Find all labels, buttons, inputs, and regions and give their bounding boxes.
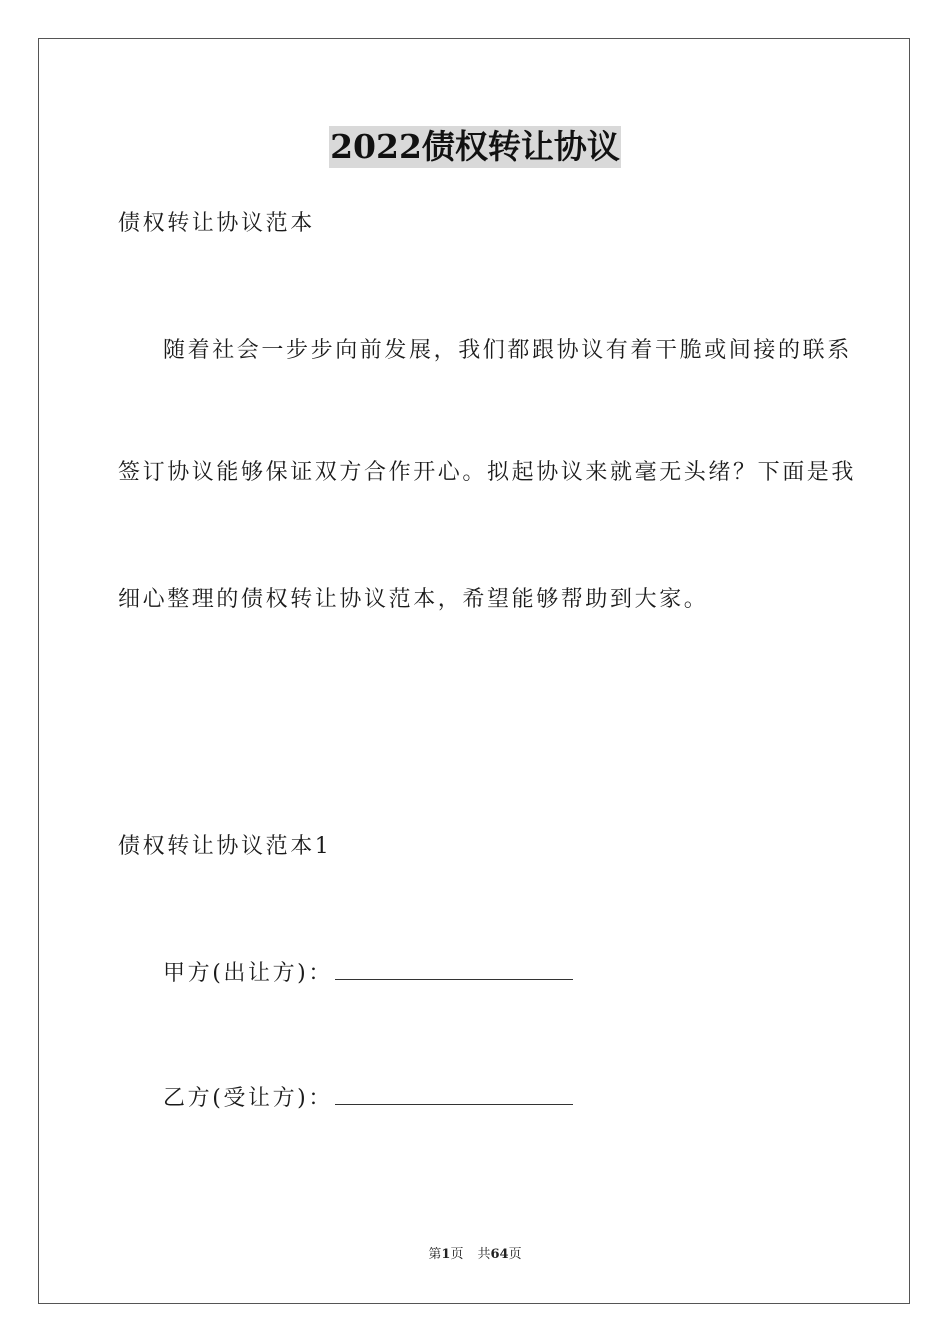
intro-line-2: 签订协议能够保证双方合作开心。拟起协议来就毫无头绪？下面是我 [118, 460, 857, 485]
party-b-blank-field[interactable] [335, 1082, 573, 1105]
footer-page-number: 1 [441, 1247, 451, 1262]
party-b-row [163, 1082, 573, 1114]
party-a-blank-field[interactable] [335, 957, 573, 980]
document-title: 2022债权转让协议 [330, 127, 620, 166]
party-a-row [163, 957, 573, 989]
party-b-label: 乙方(受让方)： [163, 1086, 333, 1111]
title-container [0, 126, 950, 168]
footer-page-prefix: 第 [428, 1247, 442, 1262]
party-a-label: 甲方(出让方)： [163, 961, 333, 986]
footer-total-prefix: 共 [477, 1247, 491, 1262]
section-heading: 债权转让协议范本1 [118, 834, 332, 859]
intro-line-3: 细心整理的债权转让协议范本，希望能够帮助到大家。 [118, 587, 709, 612]
footer-page-suffix: 页 [450, 1247, 464, 1262]
footer-total-suffix: 页 [508, 1247, 522, 1262]
document-subtitle: 债权转让协议范本 [118, 211, 315, 236]
footer-total-pages: 64 [490, 1247, 509, 1262]
intro-line-1: 随着社会一步步向前发展，我们都跟协议有着干脆或间接的联系 [163, 338, 852, 363]
page-footer [0, 1246, 950, 1264]
